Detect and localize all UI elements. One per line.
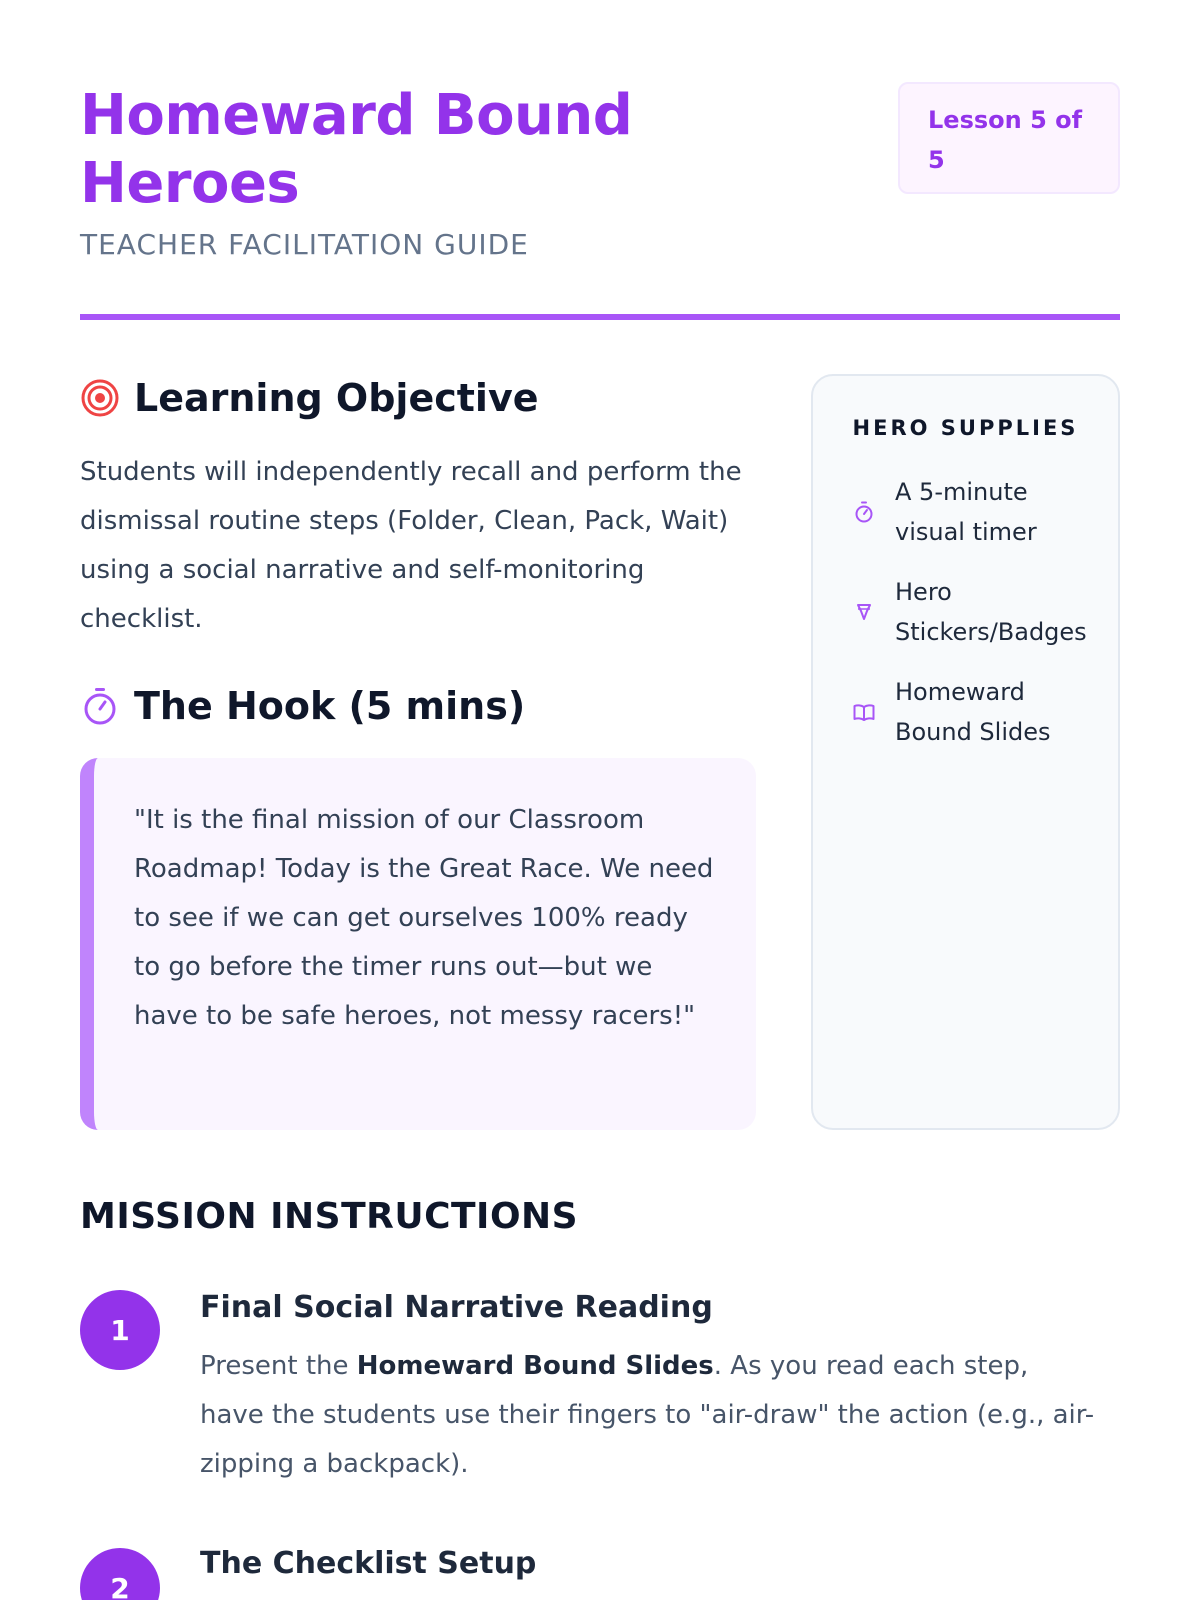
book-icon [853, 701, 875, 723]
step-title: The Checklist Setup [200, 1546, 537, 1581]
supply-item [853, 672, 1065, 752]
page-title: Homeward Bound Heroes [80, 83, 633, 216]
hook-quote: "It is the final mission of our Classroom Roadmap! Today is the Great Race. We need to see if we can get ourselves 100% ready to go before the timer runs out—but we have to be safe heroes, not messy racers!" [80, 758, 756, 1130]
step-body-text: Present the [200, 1351, 357, 1381]
hook-heading [80, 684, 525, 728]
mission-instructions-title: MISSION INSTRUCTIONS [80, 1196, 579, 1237]
objective-heading [80, 376, 539, 420]
lesson-badge: Lesson 5 of 5 [898, 82, 1120, 194]
header [80, 82, 1120, 322]
facilitation-guide-page [80, 0, 1120, 1600]
supply-item [853, 572, 1095, 652]
supply-label: A 5-minute visual timer [895, 478, 1037, 546]
supply-item [853, 472, 1085, 552]
header-divider [80, 314, 1120, 320]
page-subtitle: TEACHER FACILITATION GUIDE [80, 228, 529, 261]
supply-label: Hero Stickers/Badges [895, 578, 1087, 646]
hook-heading-label: The Hook (5 mins) [134, 684, 526, 728]
step-number: 1 [80, 1290, 160, 1370]
step-number: 2 [80, 1548, 160, 1600]
hero-supplies-card [811, 374, 1120, 1130]
badge-icon [853, 601, 875, 623]
objective-text: Students will independently recall and perform the dismissal routine steps (Folder, Clean, Pack, Wait) using a social narrative and self-monitoring checklist. [80, 457, 742, 634]
objective-heading-label: Learning Objective [134, 376, 539, 420]
supplies-title: HERO SUPPLIES [852, 416, 1079, 440]
step-body [200, 1342, 1100, 1489]
timer-icon [853, 501, 875, 523]
step-body-emphasis: Homeward Bound Slides [356, 1351, 714, 1381]
step-body-text: . As you read each step, have the students use their fingers to "air-draw" the action (e.g., air-zipping a backpack). [200, 1351, 1095, 1479]
supply-label: Homeward Bound Slides [895, 678, 1051, 746]
target-icon [80, 378, 120, 418]
step-title: Final Social Narrative Reading [200, 1290, 713, 1325]
stopwatch-icon [80, 686, 120, 726]
